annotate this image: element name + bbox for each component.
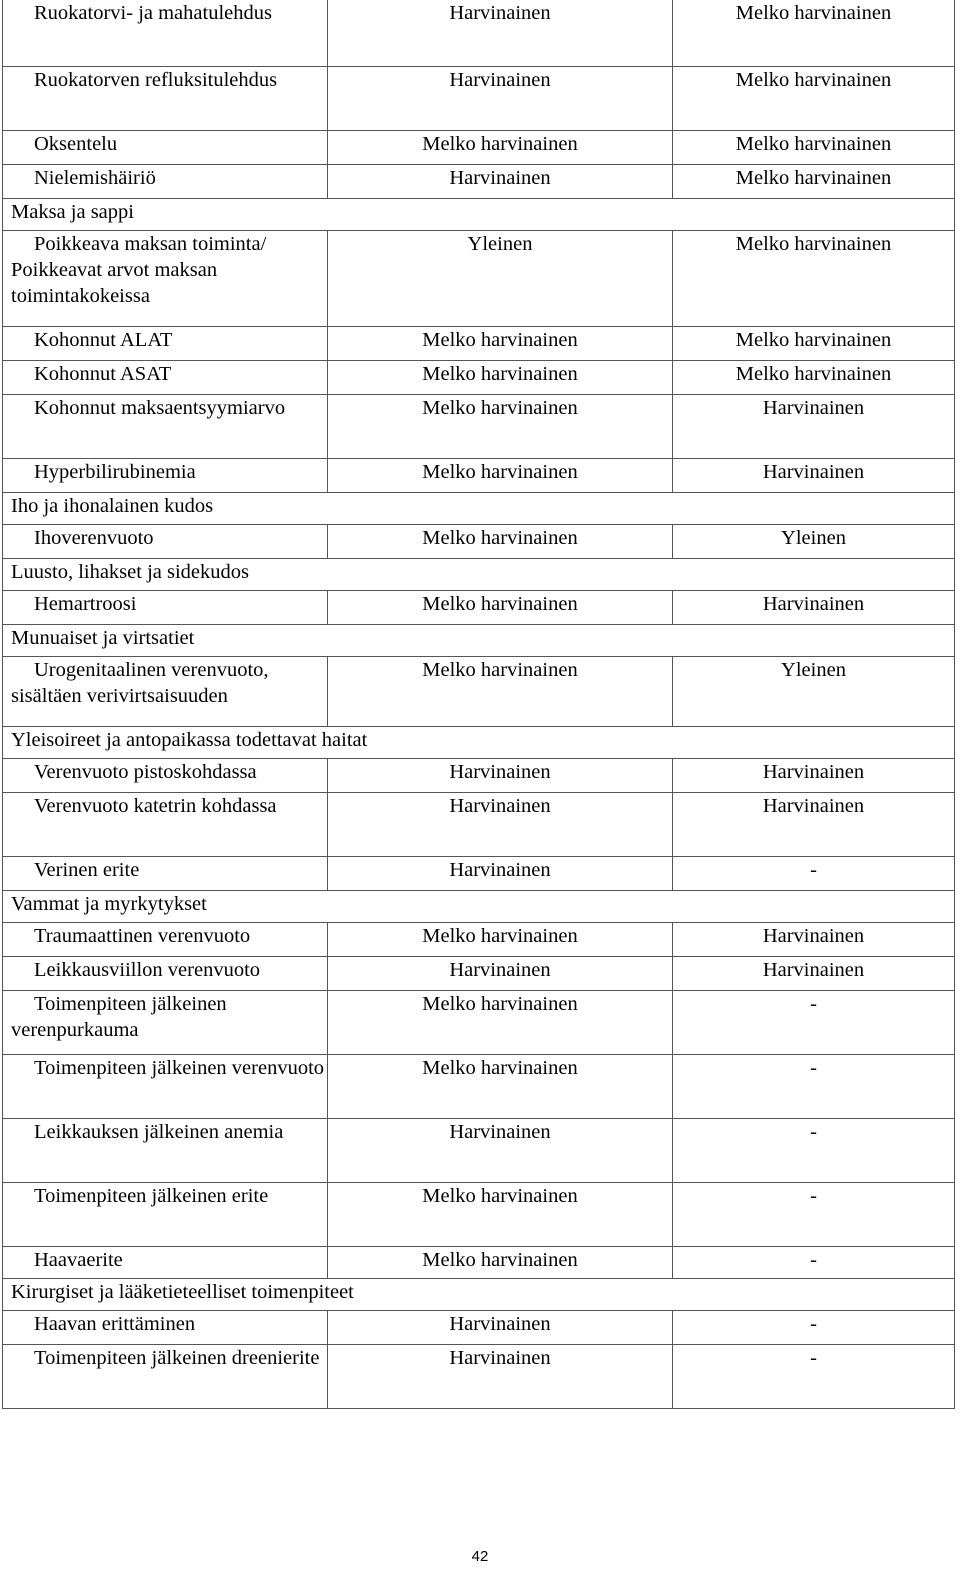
reaction-name: Toimenpiteen jälkeinen verenpurkauma [11, 992, 227, 1041]
page-number: 42 [471, 1548, 489, 1565]
table-row [3, 1054, 955, 1118]
reaction-cell [3, 1118, 328, 1182]
frequency-cell-1: Harvinainen [328, 856, 673, 890]
section-row [3, 726, 955, 758]
frequency-cell-2: Yleinen [673, 524, 955, 558]
reaction-name: Poikkeava maksan toiminta/ Poikkeavat arvot maksan toimintakokeissa [11, 232, 267, 307]
reaction-cell [3, 130, 328, 164]
frequency-cell-2: - [673, 990, 955, 1054]
reaction-cell [3, 956, 328, 990]
reaction-name: Oksentelu [34, 132, 118, 155]
table-row [3, 758, 955, 792]
reaction-cell [3, 230, 328, 326]
reaction-name: Kohonnut maksaentsyymiarvo [34, 396, 286, 419]
reaction-name: Leikkauksen jälkeinen anemia [34, 1120, 284, 1143]
frequency-cell-1: Harvinainen [328, 66, 673, 130]
table-row [3, 66, 955, 130]
reaction-name: Toimenpiteen jälkeinen erite [34, 1184, 269, 1207]
frequency-cell-1: Harvinainen [328, 1118, 673, 1182]
frequency-cell-1: Harvinainen [328, 956, 673, 990]
table-row [3, 1118, 955, 1182]
frequency-cell-2: Harvinainen [673, 394, 955, 458]
reaction-name: Verenvuoto katetrin kohdassa [34, 794, 277, 817]
reaction-cell [3, 1344, 328, 1408]
frequency-cell-2: Melko harvinainen [673, 326, 955, 360]
reaction-cell [3, 922, 328, 956]
table-row [3, 360, 955, 394]
reaction-name: Haavan erittäminen [34, 1312, 196, 1335]
section-row [3, 1278, 955, 1310]
table-row [3, 458, 955, 492]
frequency-cell-2: - [673, 1344, 955, 1408]
table-body [3, 0, 955, 1408]
table-row [3, 1310, 955, 1344]
reaction-cell [3, 164, 328, 198]
reaction-cell [3, 458, 328, 492]
reaction-name: Toimenpiteen jälkeinen dreenierite [34, 1346, 320, 1369]
section-row [3, 558, 955, 590]
reaction-cell [3, 360, 328, 394]
table-row [3, 164, 955, 198]
frequency-cell-2: Melko harvinainen [673, 0, 955, 66]
reaction-name: Leikkausviillon verenvuoto [34, 958, 261, 981]
frequency-cell-2: - [673, 1182, 955, 1246]
frequency-cell-2: - [673, 1118, 955, 1182]
adverse-effects-table [2, 0, 955, 1409]
section-row [3, 198, 955, 230]
frequency-cell-2: - [673, 856, 955, 890]
table-row [3, 792, 955, 856]
frequency-cell-2: Melko harvinainen [673, 66, 955, 130]
frequency-cell-1: Melko harvinainen [328, 458, 673, 492]
table-row [3, 326, 955, 360]
frequency-cell-1: Melko harvinainen [328, 524, 673, 558]
frequency-cell-1: Melko harvinainen [328, 394, 673, 458]
section-heading: Maksa ja sappi [3, 198, 955, 230]
frequency-cell-1: Harvinainen [328, 1310, 673, 1344]
reaction-name: Ruokatorvi- ja mahatulehdus [34, 2, 272, 24]
reaction-name: Traumaattinen verenvuoto [34, 924, 251, 947]
frequency-cell-2: - [673, 1054, 955, 1118]
table-row [3, 656, 955, 726]
reaction-cell [3, 326, 328, 360]
section-heading: Munuaiset ja virtsatiet [3, 624, 955, 656]
frequency-cell-2: - [673, 1246, 955, 1278]
frequency-cell-1: Melko harvinainen [328, 922, 673, 956]
section-heading: Iho ja ihonalainen kudos [3, 492, 955, 524]
reaction-cell [3, 1310, 328, 1344]
table-row [3, 990, 955, 1054]
frequency-cell-1: Harvinainen [328, 1344, 673, 1408]
reaction-name: Hyperbilirubinemia [34, 460, 196, 483]
table-row [3, 856, 955, 890]
reaction-cell [3, 590, 328, 624]
frequency-cell-1: Melko harvinainen [328, 1054, 673, 1118]
table-row [3, 0, 955, 66]
frequency-cell-1: Yleinen [328, 230, 673, 326]
reaction-name: Ruokatorven refluksitulehdus [34, 68, 278, 91]
frequency-cell-1: Melko harvinainen [328, 590, 673, 624]
frequency-cell-1: Melko harvinainen [328, 990, 673, 1054]
section-row [3, 492, 955, 524]
reaction-name: Kohonnut ASAT [34, 362, 172, 385]
reaction-name: Ihoverenvuoto [34, 526, 154, 549]
section-row [3, 624, 955, 656]
frequency-cell-1: Melko harvinainen [328, 656, 673, 726]
reaction-name: Verenvuoto pistoskohdassa [34, 760, 257, 783]
frequency-cell-1: Harvinainen [328, 0, 673, 66]
table-row [3, 524, 955, 558]
reaction-cell [3, 792, 328, 856]
frequency-cell-2: Harvinainen [673, 922, 955, 956]
reaction-cell [3, 856, 328, 890]
reaction-cell [3, 0, 328, 66]
table-row [3, 956, 955, 990]
table-row [3, 922, 955, 956]
reaction-cell [3, 656, 328, 726]
reaction-cell [3, 66, 328, 130]
reaction-cell [3, 524, 328, 558]
frequency-cell-2: - [673, 1310, 955, 1344]
table-row [3, 1344, 955, 1408]
reaction-cell [3, 990, 328, 1054]
section-heading: Kirurgiset ja lääketieteelliset toimenpiteet [3, 1278, 955, 1310]
reaction-name: Nielemishäiriö [34, 166, 156, 189]
reaction-cell [3, 394, 328, 458]
table-row [3, 590, 955, 624]
frequency-cell-2: Melko harvinainen [673, 360, 955, 394]
frequency-cell-1: Harvinainen [328, 792, 673, 856]
section-heading: Yleisoireet ja antopaikassa todettavat haitat [3, 726, 955, 758]
reaction-cell [3, 1182, 328, 1246]
frequency-cell-1: Melko harvinainen [328, 360, 673, 394]
frequency-cell-1: Harvinainen [328, 164, 673, 198]
frequency-cell-1: Melko harvinainen [328, 1246, 673, 1278]
reaction-name: Haavaerite [34, 1248, 123, 1271]
reaction-name: Verinen erite [34, 858, 140, 881]
reaction-name: Toimenpiteen jälkeinen verenvuoto [34, 1056, 325, 1079]
reaction-name: Hemartroosi [34, 592, 137, 615]
frequency-cell-1: Melko harvinainen [328, 130, 673, 164]
section-row [3, 890, 955, 922]
reaction-cell [3, 1054, 328, 1118]
table-row [3, 230, 955, 326]
frequency-cell-1: Melko harvinainen [328, 326, 673, 360]
frequency-cell-1: Melko harvinainen [328, 1182, 673, 1246]
frequency-cell-2: Harvinainen [673, 956, 955, 990]
table-row [3, 394, 955, 458]
frequency-cell-2: Yleinen [673, 656, 955, 726]
reaction-cell [3, 758, 328, 792]
frequency-cell-2: Harvinainen [673, 458, 955, 492]
reaction-name: Kohonnut ALAT [34, 328, 173, 351]
frequency-cell-2: Harvinainen [673, 590, 955, 624]
frequency-cell-1: Harvinainen [328, 758, 673, 792]
frequency-cell-2: Melko harvinainen [673, 230, 955, 326]
frequency-cell-2: Harvinainen [673, 792, 955, 856]
frequency-cell-2: Harvinainen [673, 758, 955, 792]
frequency-cell-2: Melko harvinainen [673, 164, 955, 198]
reaction-cell [3, 1246, 328, 1278]
table-row [3, 130, 955, 164]
section-heading: Luusto, lihakset ja sidekudos [3, 558, 955, 590]
table-row [3, 1182, 955, 1246]
frequency-cell-2: Melko harvinainen [673, 130, 955, 164]
section-heading: Vammat ja myrkytykset [3, 890, 955, 922]
table-row [3, 1246, 955, 1278]
reaction-name: Urogenitaalinen verenvuoto, sisältäen verivirtsaisuuden [11, 658, 269, 707]
